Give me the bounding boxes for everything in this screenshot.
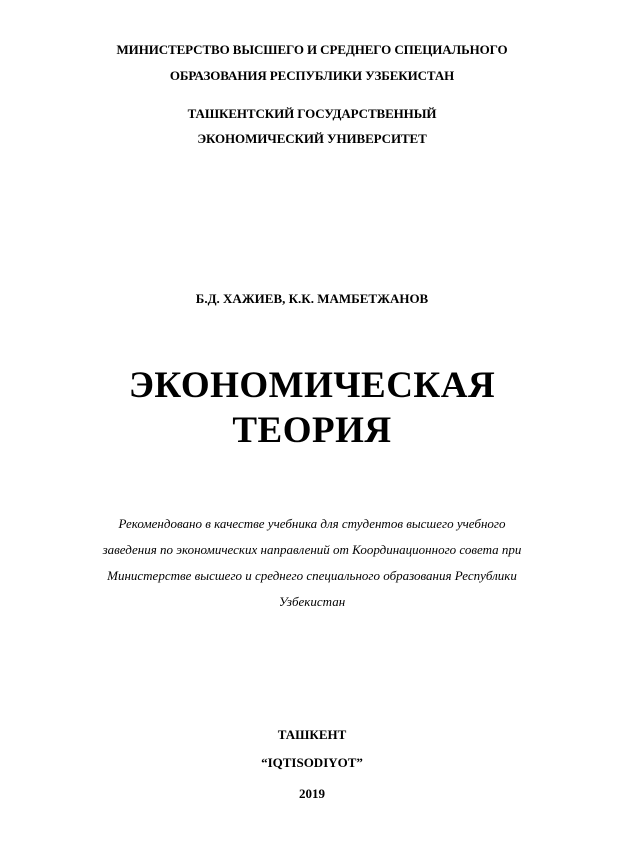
recommendation-line-2: заведения по экономических направлений от Координационного совета при [102, 542, 522, 557]
book-title-line-2: ТЕОРИЯ [232, 410, 392, 451]
ministry-line-1: МИНИСТЕРСТВО ВЫСШЕГО И СРЕДНЕГО СПЕЦИАЛЬНОГО [116, 42, 508, 57]
publication-year: 2019 [299, 786, 325, 801]
recommendation-line-4: Узбекистан [278, 594, 346, 609]
university-line-2: ЭКОНОМИЧЕСКИЙ УНИВЕРСИТЕТ [197, 131, 427, 146]
ministry-line-2: ОБРАЗОВАНИЯ РЕСПУБЛИКИ УЗБЕКИСТАН [169, 68, 455, 83]
publication-city: ТАШКЕНТ [277, 727, 347, 742]
publisher-name: “IQTISODIYOT” [261, 755, 363, 770]
authors: Б.Д. ХАЖИЕВ, К.К. МАМБЕТЖАНОВ [195, 291, 429, 306]
recommendation-line-3: Министерстве высшего и среднего специального образования Республики [107, 568, 517, 583]
university-line-1: ТАШКЕНТСКИЙ ГОСУДАРСТВЕННЫЙ [187, 106, 437, 121]
recommendation-line-1: Рекомендовано в качестве учебника для студентов высшего учебного [118, 516, 506, 531]
book-title-line-1: ЭКОНОМИЧЕСКАЯ [128, 365, 496, 406]
